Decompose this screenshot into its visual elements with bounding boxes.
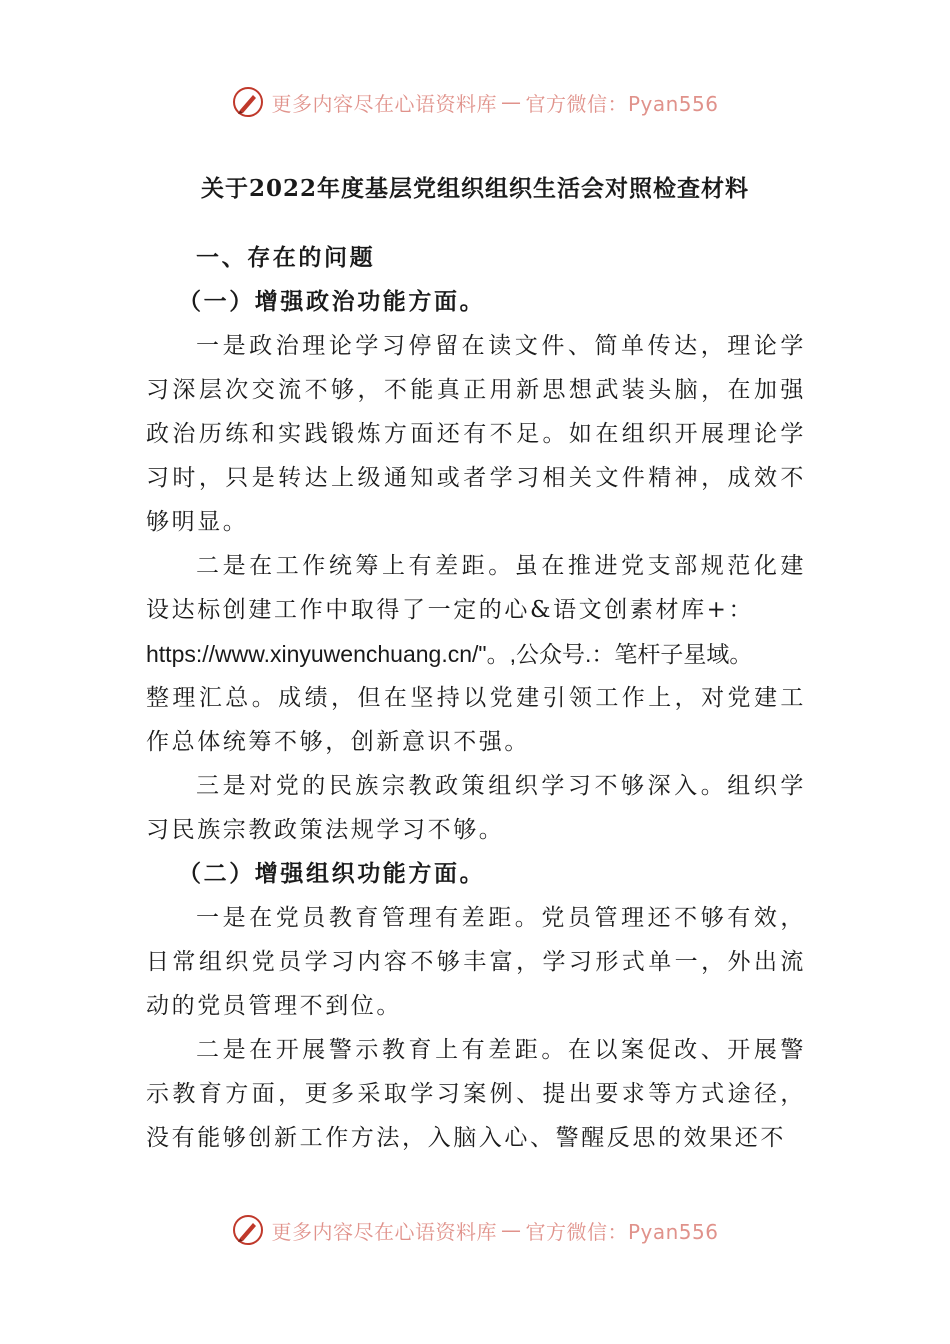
paragraph: 二是在开展警示教育上有差距。在以案促改、开展警示教育方面，更多采取学习案例、提出要求等方式途径，没有能够创新工作方法，入脑入心、警醒反思的效果还不	[146, 1037, 806, 1151]
banner-wechat: 官方微信：Pyan556	[525, 1219, 719, 1244]
document-title: 关于2022年度基层党组织组织生活会对照检查材料	[200, 175, 749, 202]
pen-logo-icon	[231, 1213, 265, 1247]
paragraph: 二是在工作统筹上有差距。虽在推进党支部规范化建设达标创建工作中取得了一定的心&语文创素材库+：	[146, 553, 806, 623]
banner-brand: 更多内容尽在心语资料库	[271, 91, 497, 116]
section-heading: 一、存在的问题	[196, 245, 376, 271]
banner-separator: —	[500, 90, 522, 114]
pen-logo-icon	[231, 85, 265, 119]
document-body	[146, 236, 806, 1160]
paragraph: 三是对党的民族宗教政策组织学习不够深入。组织学习民族宗教政策法规学习不够。	[146, 773, 806, 843]
header-banner	[0, 82, 950, 122]
banner-wechat: 官方微信：Pyan556	[525, 91, 719, 116]
paragraph: 一是在党员教育管理有差距。党员管理还不够有效，日常组织党员学习内容不够丰富，学习形式单一，外出流动的党员管理不到位。	[146, 905, 806, 1019]
banner-brand: 更多内容尽在心语资料库	[271, 1219, 497, 1244]
paragraph-url-line: https://www.xinyuwenchuang.cn/"。,公众号.：笔杆子星域。	[146, 641, 753, 667]
subsection-heading: （二）增强组织功能方面。	[178, 861, 486, 887]
paragraph: 一是政治理论学习停留在读文件、简单传达，理论学习深层次交流不够，不能真正用新思想武装头脑，在加强政治历练和实践锻炼方面还有不足。如在组织开展理论学习时，只是转达上级通知或者学习相关文件精神，成效不够明显。	[146, 333, 806, 535]
paragraph-continuation: 整理汇总。成绩，但在坚持以党建引领工作上，对党建工作总体统筹不够，创新意识不强。	[146, 685, 806, 755]
subsection-heading: （一）增强政治功能方面。	[178, 289, 486, 315]
footer-banner	[0, 1210, 950, 1250]
banner-separator: —	[500, 1218, 522, 1242]
